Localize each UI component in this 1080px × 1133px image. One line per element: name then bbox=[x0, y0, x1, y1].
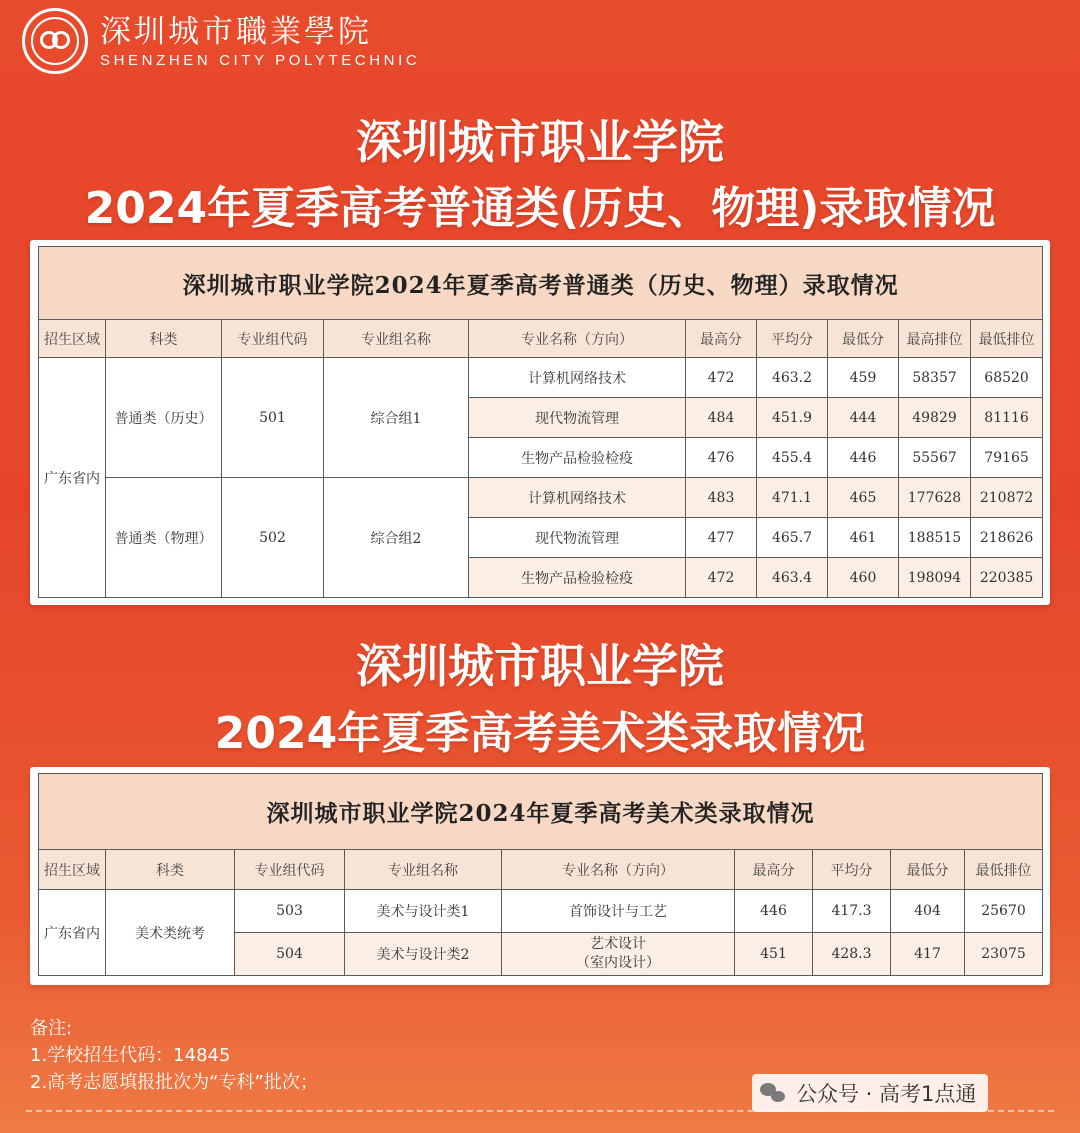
avg-score-cell: 463.2 bbox=[757, 358, 828, 398]
header-cell: 专业名称（方向） bbox=[502, 850, 735, 890]
rank-high-cell: 198094 bbox=[899, 558, 971, 598]
table-row bbox=[39, 358, 1043, 398]
note-item: 2.高考志愿填报批次为“专科”批次； bbox=[30, 1072, 318, 1093]
min-score-cell: 459 bbox=[828, 358, 899, 398]
header-cell: 最高排位 bbox=[899, 320, 971, 358]
art-admission-table bbox=[38, 773, 1043, 976]
watermark-text: 公众号 · 高考1点通 bbox=[796, 1082, 977, 1106]
rank-low-cell: 81116 bbox=[971, 398, 1043, 438]
general-admission-table-card bbox=[30, 240, 1050, 605]
avg-score-cell: 417.3 bbox=[813, 890, 891, 933]
major-cell: 计算机网络技术 bbox=[469, 478, 686, 518]
max-score-cell: 477 bbox=[686, 518, 757, 558]
avg-score-cell: 465.7 bbox=[757, 518, 828, 558]
major-line1: 艺术设计 bbox=[590, 936, 646, 952]
notes bbox=[30, 1015, 318, 1096]
section2-headline-line2: 2024年夏季高考美术类录取情况 bbox=[214, 708, 866, 759]
avg-score-cell: 451.9 bbox=[757, 398, 828, 438]
header-cell: 科类 bbox=[106, 850, 235, 890]
general-admission-table bbox=[38, 246, 1043, 598]
wechat-icon bbox=[760, 1083, 786, 1103]
header-cell: 招生区域 bbox=[39, 850, 106, 890]
section1-headline-line2: 2024年夏季高考普通类(历史、物理)录取情况 bbox=[84, 183, 996, 234]
major-line2: （室内设计） bbox=[576, 955, 660, 971]
category-cell: 美术类统考 bbox=[106, 890, 235, 976]
wechat-watermark bbox=[752, 1074, 988, 1112]
table-header-row bbox=[39, 850, 1043, 890]
note-item: 1.学校招生代码：14845 bbox=[30, 1045, 231, 1066]
header-cell: 专业组名称 bbox=[345, 850, 502, 890]
header-cell: 最低排位 bbox=[965, 850, 1043, 890]
rank-high-cell: 49829 bbox=[899, 398, 971, 438]
max-score-cell: 484 bbox=[686, 398, 757, 438]
header-cell: 平均分 bbox=[757, 320, 828, 358]
rank-high-cell: 55567 bbox=[899, 438, 971, 478]
min-score-cell: 404 bbox=[891, 890, 965, 933]
group-name-cell: 美术与设计类2 bbox=[345, 933, 502, 976]
max-score-cell: 476 bbox=[686, 438, 757, 478]
header-cell: 专业名称（方向） bbox=[469, 320, 686, 358]
rank-high-cell: 58357 bbox=[899, 358, 971, 398]
section1-headline-line1: 深圳城市职业学院 bbox=[356, 115, 724, 169]
rank-low-cell: 25670 bbox=[965, 890, 1043, 933]
group-code-cell: 503 bbox=[235, 890, 345, 933]
max-score-cell: 451 bbox=[735, 933, 813, 976]
group-code-cell: 501 bbox=[222, 358, 324, 478]
min-score-cell: 461 bbox=[828, 518, 899, 558]
avg-score-cell: 428.3 bbox=[813, 933, 891, 976]
region-cell: 广东省内 bbox=[39, 890, 106, 976]
header-cell: 最低排位 bbox=[971, 320, 1043, 358]
rank-high-cell: 188515 bbox=[899, 518, 971, 558]
max-score-cell: 483 bbox=[686, 478, 757, 518]
max-score-cell: 446 bbox=[735, 890, 813, 933]
header-cell: 最低分 bbox=[828, 320, 899, 358]
rank-high-cell: 177628 bbox=[899, 478, 971, 518]
group-name-cell: 综合组2 bbox=[324, 478, 469, 598]
header-cell: 科类 bbox=[106, 320, 222, 358]
max-score-cell: 472 bbox=[686, 358, 757, 398]
group-code-cell: 504 bbox=[235, 933, 345, 976]
table-row bbox=[39, 478, 1043, 518]
major-cell: 现代物流管理 bbox=[469, 398, 686, 438]
group-name-cell: 美术与设计类1 bbox=[345, 890, 502, 933]
school-logo bbox=[22, 8, 420, 74]
rank-low-cell: 220385 bbox=[971, 558, 1043, 598]
section2-headline-line1: 深圳城市职业学院 bbox=[356, 639, 724, 693]
table-row bbox=[39, 890, 1043, 933]
art-admission-table-card bbox=[30, 767, 1050, 985]
min-score-cell: 460 bbox=[828, 558, 899, 598]
school-seal-icon bbox=[22, 8, 88, 74]
group-name-cell: 综合组1 bbox=[324, 358, 469, 478]
rank-low-cell: 23075 bbox=[965, 933, 1043, 976]
min-score-cell: 417 bbox=[891, 933, 965, 976]
group-code-cell: 502 bbox=[222, 478, 324, 598]
header-cell: 专业组代码 bbox=[235, 850, 345, 890]
rank-low-cell: 218626 bbox=[971, 518, 1043, 558]
header-cell: 最高分 bbox=[686, 320, 757, 358]
header-cell: 最低分 bbox=[891, 850, 965, 890]
category-cell: 普通类（物理） bbox=[106, 478, 222, 598]
min-score-cell: 444 bbox=[828, 398, 899, 438]
rank-low-cell: 79165 bbox=[971, 438, 1043, 478]
rank-low-cell: 210872 bbox=[971, 478, 1043, 518]
min-score-cell: 446 bbox=[828, 438, 899, 478]
major-cell: 生物产品检验检疫 bbox=[469, 558, 686, 598]
header-cell: 平均分 bbox=[813, 850, 891, 890]
min-score-cell: 465 bbox=[828, 478, 899, 518]
avg-score-cell: 463.4 bbox=[757, 558, 828, 598]
category-cell: 普通类（历史） bbox=[106, 358, 222, 478]
table-title: 深圳城市职业学院2024年夏季高考美术类录取情况 bbox=[39, 774, 1043, 850]
header-cell: 招生区域 bbox=[39, 320, 106, 358]
major-cell: 生物产品检验检疫 bbox=[469, 438, 686, 478]
major-cell: 现代物流管理 bbox=[469, 518, 686, 558]
logo-name-en: SHENZHEN CITY POLYTECHNIC bbox=[100, 51, 421, 69]
region-cell: 广东省内 bbox=[39, 358, 106, 598]
major-cell: 计算机网络技术 bbox=[469, 358, 686, 398]
notes-heading: 备注: bbox=[30, 1018, 73, 1039]
avg-score-cell: 455.4 bbox=[757, 438, 828, 478]
max-score-cell: 472 bbox=[686, 558, 757, 598]
header-cell: 专业组名称 bbox=[324, 320, 469, 358]
major-cell: 首饰设计与工艺 bbox=[502, 890, 735, 933]
header-cell: 专业组代码 bbox=[222, 320, 324, 358]
table-title: 深圳城市职业学院2024年夏季高考普通类（历史、物理）录取情况 bbox=[39, 247, 1043, 320]
major-cell bbox=[502, 933, 735, 976]
logo-name-cn: 深圳城市職業學院 bbox=[100, 13, 372, 50]
rank-low-cell: 68520 bbox=[971, 358, 1043, 398]
header-cell: 最高分 bbox=[735, 850, 813, 890]
avg-score-cell: 471.1 bbox=[757, 478, 828, 518]
table-header-row bbox=[39, 320, 1043, 358]
